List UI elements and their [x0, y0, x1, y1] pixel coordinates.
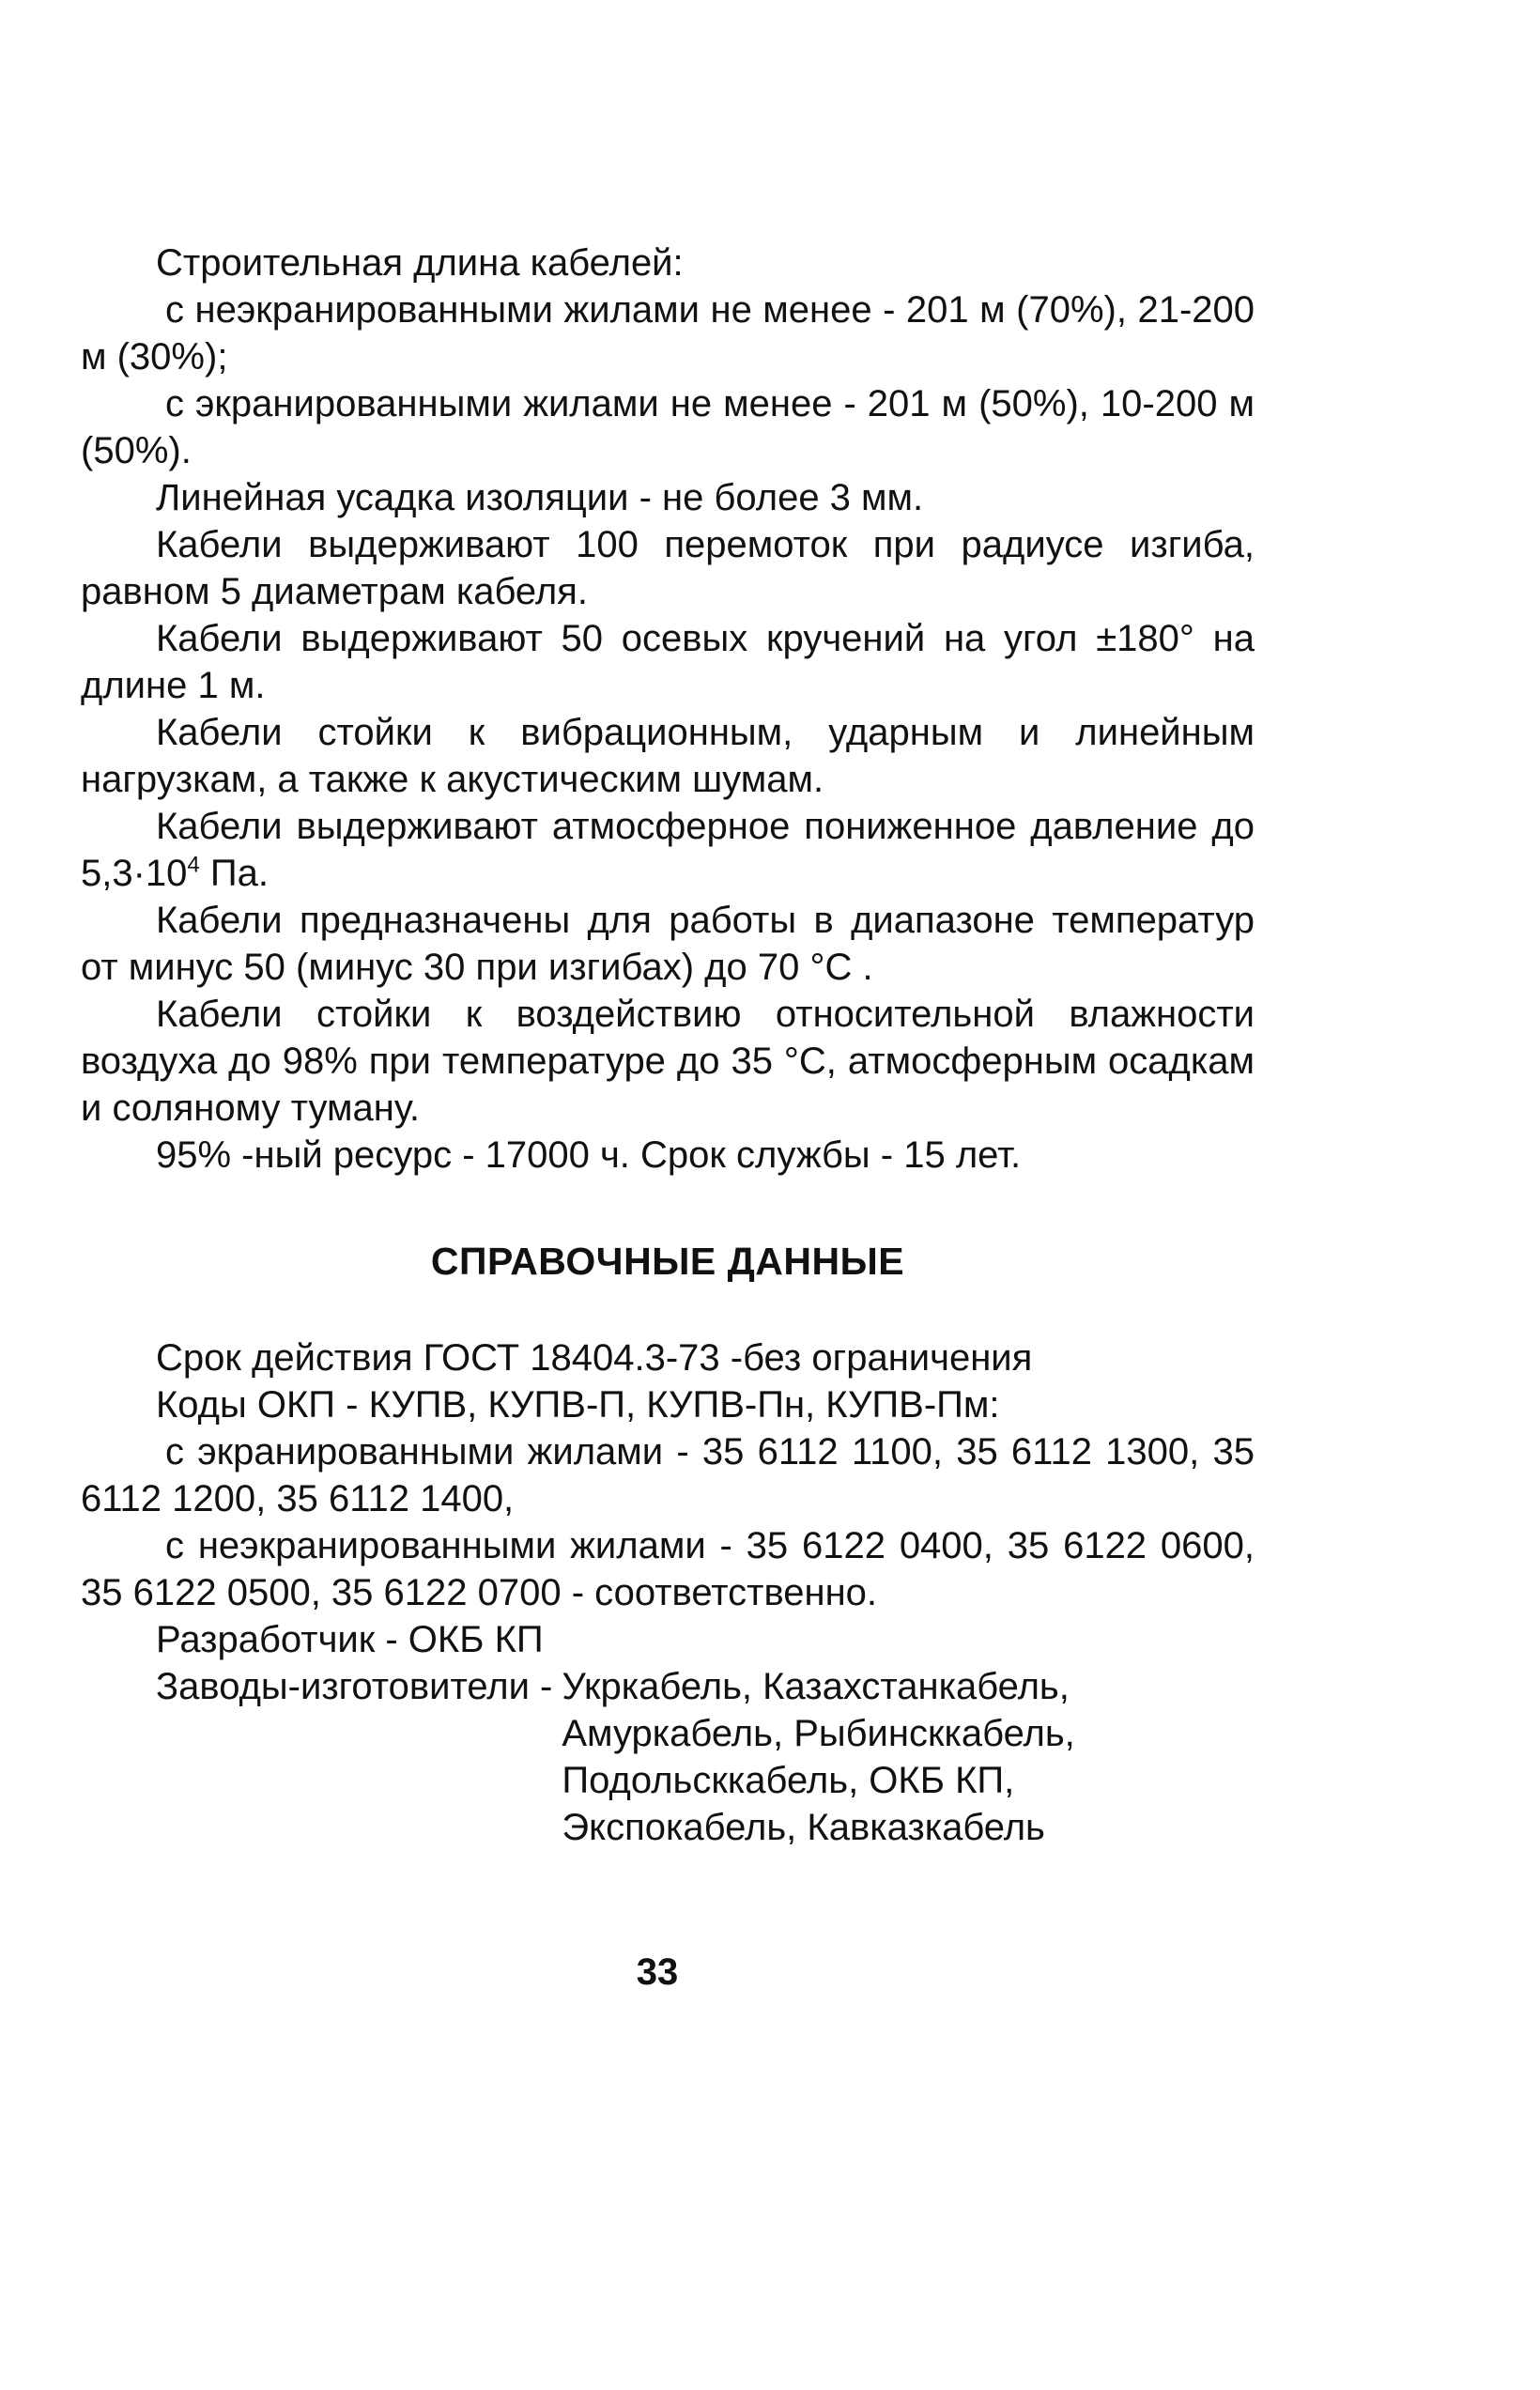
- screened-codes: с экранированными жилами - 35 6112 1100, 35 6112 1300, 35 6112 1200, 35 6112 1400,: [81, 1431, 1255, 1519]
- unscreened-length: с неэкранированными жилами не менее - 201 м (70%), 21-200 м (30%);: [81, 289, 1255, 378]
- cable-length-title: Строительная длина кабелей:: [156, 242, 684, 284]
- factories-block: [81, 1663, 1255, 1851]
- vibration-resistance: Кабели стойки к вибрационным, ударным и линейным нагрузкам, а также к акустическим шумам.: [81, 712, 1255, 800]
- factory-line: Подольсккабель, ОКБ КП,: [562, 1760, 1015, 1801]
- reference-heading: СПРАВОЧНЫЕ ДАННЫЕ: [430, 1240, 905, 1283]
- pressure-text: Кабели выдерживают атмосферное пониженное давление до 5,3·10: [81, 806, 1255, 894]
- developer: Разработчик - ОКБ КП: [156, 1619, 544, 1660]
- torsion-resistance: Кабели выдерживают 50 осевых кручений на угол ±180° на длине 1 м.: [81, 618, 1255, 706]
- factory-line: Экспокабель, Кавказкабель: [562, 1807, 1045, 1848]
- temperature-range: Кабели предназначены для работы в диапазоне температур от минус 50 (минус 30 при изгибах) до 70 °С .: [81, 900, 1255, 988]
- rewind-resistance: Кабели выдерживают 100 перемоток при радиусе изгиба, равном 5 диаметрам кабеля.: [81, 524, 1255, 612]
- pressure-exponent: 4: [187, 852, 200, 878]
- gost-validity: Срок действия ГОСТ 18404.3-73 -без ограничения: [156, 1337, 1033, 1379]
- factory-line: Укркабель, Казахстанкабель,: [562, 1666, 1070, 1707]
- factories-list: [552, 1663, 1074, 1851]
- page-number: 33: [636, 1951, 679, 1993]
- unscreened-codes: с неэкранированными жилами - 35 6122 0400, 35 6122 0600, 35 6122 0500, 35 6122 0700 - соответственно.: [81, 1525, 1255, 1613]
- insulation-shrinkage: Линейная усадка изоляции - не более 3 мм.: [156, 477, 924, 518]
- pressure-resistance: [81, 803, 1255, 897]
- factories-label: Заводы-изготовители -: [156, 1666, 553, 1707]
- pressure-unit: Па.: [199, 853, 270, 894]
- factory-line: Амуркабель, Рыбинсккабель,: [562, 1713, 1075, 1754]
- okp-codes: Коды ОКП - КУПВ, КУПВ-П, КУПВ-Пн, КУПВ-Пм:: [156, 1384, 1000, 1426]
- humidity-resistance: Кабели стойки к воздействию относительной влажности воздуха до 98% при температуре до 35 °С, атмосферным осадкам и соляному туману.: [81, 994, 1255, 1129]
- screened-length: с экранированными жилами не менее - 201 м (50%), 10-200 м (50%).: [81, 383, 1255, 471]
- document-page: [81, 239, 1255, 1851]
- resource-lifetime: 95% -ный ресурс - 17000 ч. Срок службы - 15 лет.: [156, 1134, 1022, 1176]
